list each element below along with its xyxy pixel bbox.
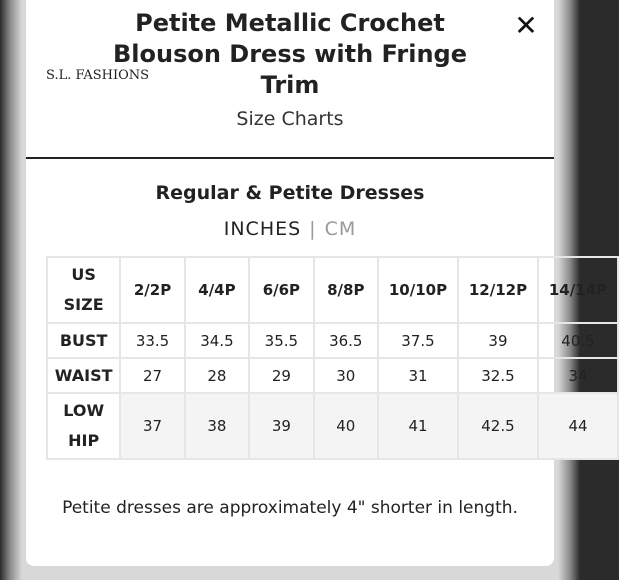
size-header-line: US: [71, 265, 96, 284]
waist-cell: 34: [538, 358, 618, 393]
modal-subtitle: Size Charts: [236, 108, 344, 130]
size-chart-modal: [26, 0, 608, 566]
waist-cell: 29: [249, 358, 313, 393]
petite-note: Petite dresses are approximately 4" shorter in length.: [62, 498, 518, 518]
size-table-scroll[interactable]: [46, 256, 608, 474]
unit-toggle: [26, 218, 554, 240]
size-cell: 6/6P: [249, 257, 313, 323]
bust-cell: 37.5: [378, 323, 458, 358]
size-header-cell: [47, 257, 120, 323]
brand-watermark: S.L. FASHIONS: [46, 68, 150, 83]
hip-cell: 39: [249, 393, 313, 459]
waist-cell: 27: [120, 358, 184, 393]
table-row: [47, 323, 618, 358]
bust-cell: 35.5: [249, 323, 313, 358]
hip-cell: 37: [120, 393, 184, 459]
size-cell: 4/4P: [185, 257, 249, 323]
hip-cell: 42.5: [458, 393, 538, 459]
bust-cell: 39: [458, 323, 538, 358]
waist-cell: 32.5: [458, 358, 538, 393]
unit-inches-tab[interactable]: INCHES: [223, 218, 302, 240]
hip-cell: 38: [185, 393, 249, 459]
waist-cell: 31: [378, 358, 458, 393]
waist-label: WAIST: [47, 358, 120, 393]
hip-cell: 41: [378, 393, 458, 459]
size-cell: 12/12P: [458, 257, 538, 323]
hip-label-cell: [47, 393, 120, 459]
hip-label-line: HIP: [68, 431, 100, 450]
bust-cell: 40.5: [538, 323, 618, 358]
bust-cell: 36.5: [314, 323, 378, 358]
waist-cell: 28: [185, 358, 249, 393]
size-cell: 8/8P: [314, 257, 378, 323]
table-row: [47, 358, 618, 393]
bust-cell: 34.5: [185, 323, 249, 358]
size-table: [46, 256, 619, 460]
waist-cell: 30: [314, 358, 378, 393]
size-cell: 10/10P: [378, 257, 458, 323]
product-title: Petite Metallic Crochet Blouson Dress with Fringe Trim: [112, 9, 468, 99]
chart-title: Regular & Petite Dresses: [155, 182, 425, 204]
size-cell: 14/14P: [538, 257, 618, 323]
modal-header: [26, 0, 554, 159]
hip-label-line: LOW: [63, 401, 105, 420]
close-icon[interactable]: ✕: [514, 9, 538, 42]
hip-cell: 40: [314, 393, 378, 459]
bust-label: BUST: [47, 323, 120, 358]
size-header-line: SIZE: [63, 295, 104, 314]
size-cell: 2/2P: [120, 257, 184, 323]
bust-cell: 33.5: [120, 323, 184, 358]
unit-separator: |: [309, 218, 317, 240]
table-row: [47, 257, 618, 323]
unit-cm-tab[interactable]: CM: [324, 218, 357, 240]
table-row: [47, 393, 618, 459]
hip-cell: 44: [538, 393, 618, 459]
